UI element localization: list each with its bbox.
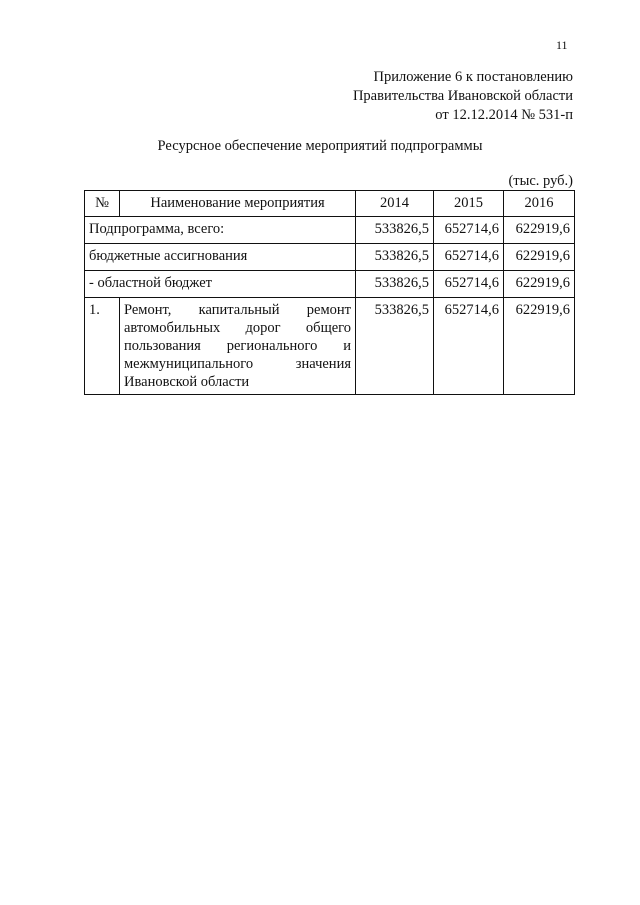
cell-2015: 652714,6 bbox=[434, 244, 504, 271]
units-label: (тыс. руб.) bbox=[508, 173, 573, 189]
resource-table bbox=[84, 190, 575, 395]
cell-2016: 622919,6 bbox=[504, 298, 575, 395]
table-row-budget-allocations bbox=[85, 244, 575, 271]
cell-2015: 652714,6 bbox=[434, 298, 504, 395]
row-label: Подпрограмма, всего: bbox=[85, 217, 356, 244]
appendix-line-1: Приложение 6 к постановлению bbox=[373, 69, 573, 85]
row-label: бюджетные ассигнования bbox=[85, 244, 356, 271]
header-2014: 2014 bbox=[356, 191, 434, 217]
cell-2016: 622919,6 bbox=[504, 271, 575, 298]
cell-2015: 652714,6 bbox=[434, 271, 504, 298]
cell-2014: 533826,5 bbox=[356, 271, 434, 298]
table-row-subprogram-total bbox=[85, 217, 575, 244]
appendix-line-2: Правительства Ивановской области bbox=[352, 88, 573, 104]
cell-2016: 622919,6 bbox=[504, 217, 575, 244]
row-label: - областной бюджет bbox=[85, 271, 356, 298]
page-number: 11 bbox=[556, 38, 568, 52]
cell-2014: 533826,5 bbox=[356, 217, 434, 244]
cell-2016: 622919,6 bbox=[504, 244, 575, 271]
cell-2014: 533826,5 bbox=[356, 244, 434, 271]
header-name: Наименование мероприятия bbox=[120, 191, 356, 217]
cell-2014: 533826,5 bbox=[356, 298, 434, 395]
row-label: Ремонт, капитальный ремонт автомобильных дорог общего пользования регионального и межмуниципального значения Ивановской области bbox=[120, 298, 356, 395]
row-number: 1. bbox=[85, 298, 120, 395]
table-row-activity-1 bbox=[85, 298, 575, 395]
cell-2015: 652714,6 bbox=[434, 217, 504, 244]
table-header-row bbox=[85, 191, 575, 217]
table-row-regional-budget bbox=[85, 271, 575, 298]
appendix-line-3: от 12.12.2014 № 531-п bbox=[435, 107, 573, 123]
appendix-header bbox=[353, 68, 573, 125]
header-2015: 2015 bbox=[434, 191, 504, 217]
document-title: Ресурсное обеспечение мероприятий подпрограммы bbox=[157, 138, 483, 154]
header-num: № bbox=[85, 191, 120, 217]
header-2016: 2016 bbox=[504, 191, 575, 217]
